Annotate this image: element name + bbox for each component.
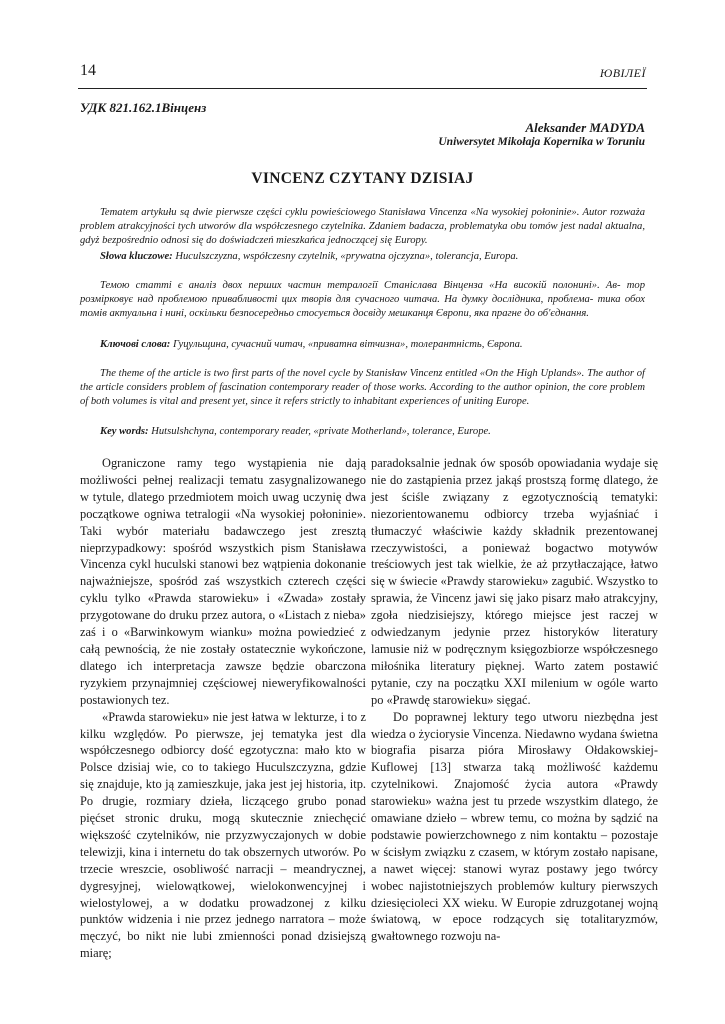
- abstract-line: тор розмірковує над проблемою привабливості цих творів для сучасного читача. На думку дослідника, проблема-: [80, 280, 645, 306]
- abstract-line: об'єднання.: [537, 308, 589, 320]
- abstract-line: тика обох томів актуальна і нині, оскільки безпосередньо стосується досвіду мешканця Європи, яка прагне до: [80, 294, 645, 320]
- article-title: VINCENZ CZYTANY DZISIAJ: [251, 170, 474, 187]
- abstract-line: The author of the article considers problem of fascination contemporary reader of those works. According to the author: [80, 368, 645, 394]
- keywords-text: Гуцульщина, сучасний читач, «приватна вітчизна», толерантність, Європа.: [170, 339, 523, 350]
- abstract-line: The theme of the article is two first parts of the novel cycle by Stanisław Vincenz entitled «On the High Uplands».: [100, 368, 585, 379]
- page-number: 14: [80, 62, 96, 79]
- udk-code: УДК 821.162.1Вінценз: [80, 100, 207, 115]
- body-paragraph: «Prawda starowieku» nie jest łatwa w lekturze, i to z kilku względów. Po pierwsze, jej tematyka jest dla współczesnego odbiorcy dość egzotyczna: mało kto w Polsce dzisiaj wie, co to takiego Huculszczyzna, gdzie się znajduje, kto ją zamieszkuje, jaka jest jej historia, itp. Po drugie, rozmiary dzieła, liczącego grubo ponad pięćset stronic druku, mogą skutecznie zniechęcić większość czytelników, nie przyzwyczajonych w dobie telewizji, kina i internetu do tak obszernych utworów. Po trzecie wreszcie, osobliwość narracji – meandrycznej, dygresyjnej, wielowątkowej, wielokonwencyjnej i wielostylowej, a w dodatku prowadzonej z kilku punktów widzenia i nie przez jednego narratora – może męczyć, bo nikt nie lubi zmienności ponad dzisiejszą miarę;: [80, 709, 366, 961]
- body-paragraph: Ograniczone ramy tego wystąpienia nie dają możliwości pełnej realizacji tematu zasygnalizowanego w tytule, dlatego przedmiotem moich uwag uczynię dwa początkowe ogniwa tetralogii «Na wysokiej połoninie». Taki wybór materiału badawczego jest zresztą nieprzypadkowy: spośród wszystkich pism Stanisława Vincenza cykl huculski stanowi bez wątpienia dokonanie najważniejsze, spośród zaś wszystkich czterech części cyklu tylko «Prawda starowieku» i «Zwada» zostały przygotowane do druku przez autora, o «Listach z nieba» zaś i o «Barwinkowym wianku» można powiedzieć z całą pewnością, że nie zostały ostatecznie wykończone, dlatego ich interpretacja zawsze będzie obarczona ryzykiem przynajmniej częściowej nieweryfikowalności postawionych tez.: [80, 456, 366, 707]
- author-affiliation: Uniwersytet Mikołaja Kopernika w Toruniu: [438, 136, 645, 148]
- abstract-english: [80, 367, 645, 410]
- abstract-line: Темою статті є аналіз двох перших частин тетралогії Станіслава Вінценза «На високій полонині». Ав-: [100, 280, 621, 291]
- body-column-right: [371, 455, 658, 945]
- keywords-text: Huculszczyzna, współczesny czytelnik, «prywatna ojczyzna», tolerancja, Europa.: [172, 251, 519, 262]
- abstract-line: opinion, the core problem of both volumes is vital and present yet, since it refers strictly to inhabitant experiences of: [80, 382, 645, 408]
- header-rule: [78, 88, 647, 89]
- author-name: Aleksander MADYDA: [525, 120, 645, 135]
- keywords-label: Słowa kluczowe:: [100, 251, 173, 262]
- body-paragraph: Do poprawnej lektury tego utworu niezbędna jest wiedza o życiorysie Vincenza. Niedawno wydana świetna biografia pisarza pióra Mirosławy Ołdakowskiej-Kuflowej [13] stwarza taką możliwość każdemu czytelnikowi. Znajomość życia autora «Prawdy starowieku» ważna jest tu przede wszystkim dlatego, że omawiane dzieło – wbrew temu, co można by sądzić na podstawie powierzchownego z nim kontaktu – pozostaje w ścisłym związku z czasem, w którym zostało napisane, a nawet więcej: stanowi wyraz postawy jego twórcy wobec najistotniejszych problemów kultury pierwszych dziesięcioleci XX wieku. W Europie zdruzgotanej wojną światową, w epoce rodzących się totalitaryzmów, gwałtownego rozwoju na-: [371, 709, 658, 944]
- abstract-polish: [80, 206, 645, 249]
- keywords-polish: [100, 250, 645, 264]
- abstract-ukrainian: [80, 279, 645, 322]
- keywords-english: [100, 425, 645, 439]
- keywords-text: Hutsulshchyna, contemporary reader, «private Motherland», tolerance, Europe.: [148, 426, 491, 437]
- abstract-line: Tematem artykułu są dwie pierwsze części cyklu powieściowego Stanisława Vincenza «Na wysokiej połoninie». Autor: [100, 207, 607, 218]
- abstract-line: nadal aktualna, gdyż bezpośrednio odnosi się do doświadczeń mieszkańca jednoczącej się Europy.: [80, 221, 645, 247]
- abstract-line: rozważa problem atrakcyjności tych utworów dla współczesnego czytelnika. Zdaniem badacza, problematyka obu tomów jest: [80, 207, 645, 233]
- body-paragraph: paradoksalnie jednak ów sposób opowiadania wydaje się nie do zastąpienia przez jakąś prostszą formę dlatego, że jest ściśle związany z egzotycznością tematyki: niezorientowanemu odbiorcy trzeba wyjaśniać i tłumaczyć właściwie każdy składnik prezentowanej rzeczywistości, a ponieważ bogactwo motywów treściowych jest tak wielkie, że aż przytłaczające, łatwo się w świecie «Prawdy starowieku» zagubić. Wszystko to sprawia, że Vincenz jawi się jako pisarz mało atrakcyjny, zgoła niedzisiejszy, którego miejsce jest raczej w odwiedzanym jedynie przez historyków literatury lamusie niż w podręcznym księgozbiorze współczesnego miłośnika literatury pięknej. Warto zatem postawić pytanie, czy na początku XXI milenium w ogóle warto po «Prawdę starowieku» sięgać.: [371, 456, 658, 707]
- body-column-left: [80, 455, 366, 962]
- section-title: ЮВІЛЕЇ: [599, 66, 646, 80]
- keywords-label: Ключові слова:: [100, 339, 171, 350]
- abstract-line: uniting Europe.: [463, 396, 530, 408]
- keywords-ukrainian: [100, 338, 645, 352]
- keywords-label: Key words:: [100, 426, 149, 437]
